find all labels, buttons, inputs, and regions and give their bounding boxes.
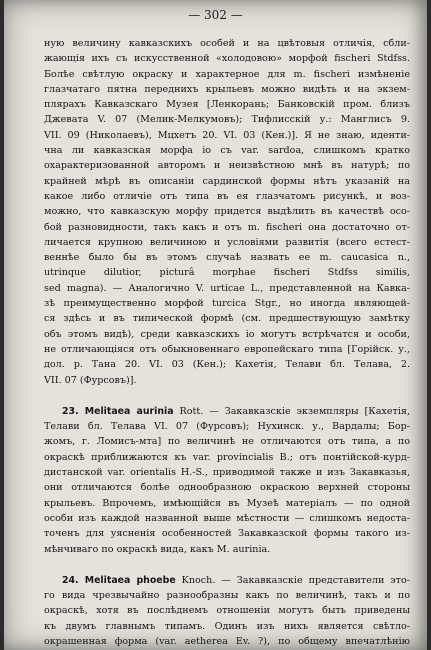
- text-line: жающія ихъ съ искусственной «холодовою» морфой fischeri Stdfss.: [44, 53, 410, 65]
- text-line: Джевата V. 07 (Мелик-Мелкумовъ); Тифлисскій у.: Манглисъ 9.: [44, 114, 410, 126]
- paragraph-gap: [44, 557, 410, 573]
- text-line: веннѣе было бы въ этомъ случаѣ назвать ее m. caucasica n.,: [44, 252, 410, 264]
- text-line: охарактеризованной авторомъ и неизвѣстною мнѣ въ натурѣ; по: [44, 160, 410, 172]
- text-line: utrinque dilutior, picturâ morphae fischeri Stdfss similis,: [44, 267, 410, 279]
- text-segment: Knoch. — Закавказскіе представители это-: [175, 574, 410, 586]
- text-line: VII. 07 (Фурсовъ)].: [44, 374, 137, 386]
- paragraph-io: [44, 36, 410, 388]
- page-number: — 302 —: [188, 8, 243, 22]
- text-line: VII. 09 (Николаевъ), Мцхетъ 20. VI. 03 (Кен.)]. Я не знаю, иденти-: [44, 129, 410, 141]
- text-line: плярахъ Кавказскаго Музея [Ленкорань; Банковскій пром. близъ: [44, 99, 410, 111]
- text-line: бой разновидности, такъ какъ и отъ m. fischeri она достаточно от-: [44, 221, 410, 233]
- species-name: 24. Melitaea phoebe: [62, 574, 176, 586]
- text-line: окраскѣ приближаются къ var. provincialis B.; отъ понтійской-курд-: [44, 451, 410, 463]
- text-line: къ двумъ главнымъ типамъ. Одинъ изъ нихъ является свѣтло-: [44, 620, 410, 632]
- entry-heading-line: [44, 404, 410, 419]
- body-text: [44, 36, 410, 649]
- text-line: мѣнчиваго по окраскѣ вида, какъ M. aurinia.: [44, 543, 271, 555]
- text-line: какое либо отличіе отъ типа въ ея глазчатомъ рисункѣ, и воз-: [44, 190, 410, 202]
- text-line: особи изъ каждой названной выше мѣстности — слишкомъ недоста-: [44, 512, 410, 524]
- text-line: дистанской var. orientalis H.-S., приводимой также и изъ Закавказья,: [44, 467, 410, 479]
- text-line: не отличающіяся отъ обыкновеннаго европейскаго типа [Горійск. у.,: [44, 343, 410, 355]
- text-line: окрашенная форма (var. aetherea Ev. ?), по общему впечатлѣнію: [44, 635, 410, 647]
- entry-24-melitaea-phoebe: [44, 573, 410, 649]
- document-page: [4, 0, 427, 650]
- text-line: они отличаются болѣе однообразною окраскою верхней стороны: [44, 482, 410, 494]
- text-line: Болѣе свѣтлую окраску и характерное для m. fischeri измѣненіе: [44, 68, 410, 80]
- text-line: крайней мѣрѣ въ описаніи сардинской формы нѣтъ указаній на: [44, 175, 410, 187]
- text-line: чна ли кавказская морфа io съ var. sardoa, слишкомъ кратко: [44, 145, 410, 157]
- text-line: глазчатаго пятна переднихъ крыльевъ можно видѣть и на экзем-: [44, 83, 410, 95]
- entry-heading-line: [44, 573, 410, 588]
- text-line: ся здѣсь и въ типической формѣ (см. предшествующую замѣтку: [44, 313, 410, 325]
- text-line: жомъ, г. Ломисъ-мта] по величинѣ не отличаются отъ типа, а по: [44, 436, 410, 448]
- text-line: точенъ для уясненія особенностей Закавказской формы такого из-: [44, 528, 410, 540]
- text-line: крыльевъ. Впрочемъ, имѣющійся въ Музеѣ матеріалъ — по одной: [44, 497, 410, 509]
- text-line: го вида чрезвычайно разнообразны какъ по величинѣ, такъ и по: [44, 590, 410, 602]
- text-line: можно, что кавказскую морфу придется выдѣлить въ качествѣ осо-: [44, 206, 410, 218]
- entry-23-melitaea-aurinia: [44, 404, 410, 557]
- text-line: личается крупною величиною и условіями развитія (всего естест-: [44, 236, 410, 248]
- species-name: 23. Melitaea aurinia: [62, 405, 174, 417]
- text-line: ную величину кавказскихъ особей и на цвѣтовыя отличія, сбли-: [44, 38, 410, 49]
- paragraph-gap: [44, 388, 410, 404]
- text-line: зѣ преимущественно морфой turcica Stgr., но иногда являющей-: [44, 298, 410, 310]
- text-segment: Rott. — Закавказскіе экземпляры [Кахетія,: [173, 405, 410, 417]
- text-line: дол. р. Тана 20. VI. 03 (Кен.); Кахетія, Телави бл. Телава, 2.: [44, 359, 410, 371]
- text-line: Телави бл. Телава VI. 07 (Фурсовъ); Нухинск. у., Вардалы; Бор-: [44, 421, 410, 433]
- text-line: объ этомъ видѣ), среди кавказскихъ io могутъ встрѣчатся и особи,: [44, 328, 410, 340]
- text-line: sed magna). — Аналогично V. urticae L., представленной на Кавка-: [44, 282, 410, 294]
- text-line: окраскѣ, хотя въ послѣднемъ отношеніи могутъ быть приведены: [44, 605, 410, 617]
